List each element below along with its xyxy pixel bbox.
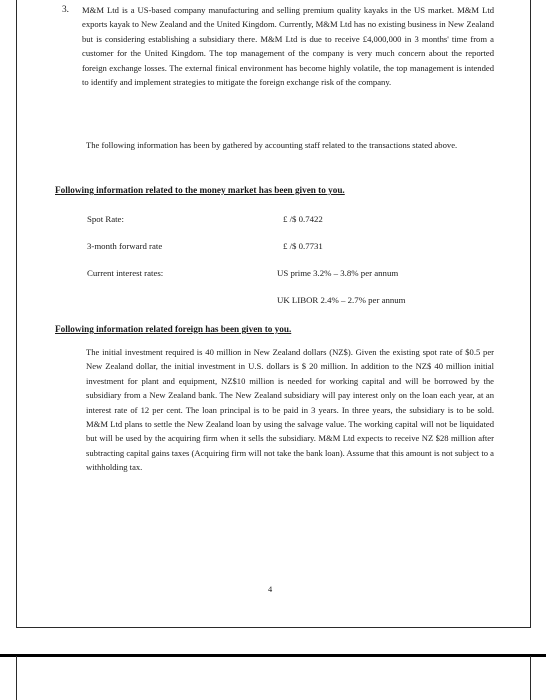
page-border-left [16,0,17,628]
forward-rate-value: £ /$ 0.7731 [283,241,323,251]
question-number: 3. [62,5,69,15]
page-number: 4 [268,585,273,594]
page-separator [0,654,546,657]
next-page-border-left [16,656,17,700]
page-border-right [530,0,531,628]
next-page-border-right [530,656,531,700]
spot-rate-value: £ /$ 0.7422 [283,214,323,224]
page-gap [0,628,546,654]
foreign-heading: Following information related foreign has been given to you. [55,324,292,334]
forward-rate-label: 3-month forward rate [87,241,163,251]
uk-libor-rate: UK LIBOR 2.4% – 2.7% per annum [277,295,406,305]
info-intro: The following information has been by gathered by accounting staff related to the transactions stated above. [86,140,458,150]
us-prime-rate: US prime 3.2% – 3.8% per annum [277,268,399,278]
money-market-heading: Following information related to the money market has been given to you. [55,185,345,195]
spot-rate-label: Spot Rate: [87,214,124,224]
interest-rates-label: Current interest rates: [87,268,164,278]
foreign-paragraph: The initial investment required is 40 million in New Zealand dollars (NZ$). Given the existing spot rate of $0.5 per New Zealand dollar, the initial investment in U.S. dollars is $ 20 million. In addition to the NZ$ 40 million initial investment for plant and equipment, NZ$10 million is needed for working capital and will be borrowed by the subsidiary from a New Zealand bank. The New Zealand subsidiary will pay interest only on the loan each year, at an interest rate of 12 per cent. The loan principal is to be paid in 3 years. In three years, the subsidiary is to be sold. M&M Ltd plans to settle the New Zealand loan by using the salvage value. The working capital will not be liquidated but will be used by the acquiring firm when it sells the subsidiary. M&M Ltd expects to receive NZ $28 million after subtracting capital gains taxes (Acquiring firm will not take the bank loan). Assume that this amount is not subject to a withholding tax. [86,347,494,473]
question-paragraph: M&M Ltd is a US-based company manufacturing and selling premium quality kayaks in the US market. M&M Ltd exports kayak to New Zealand and the United Kingdom. Currently, M&M Ltd has no existing business in New Zealand but is considering establishing a subsidiary there. M&M Ltd is due to receive £4,000,000 in 3 months' time from a customer for the United Kingdom. The top management of the company is very much concern about the reported foreign exchange losses. The external finical environment has become highly volatile, the top management is intended to identify and implement strategies to mitigate the foreign exchange risk of the company. [82,5,494,88]
